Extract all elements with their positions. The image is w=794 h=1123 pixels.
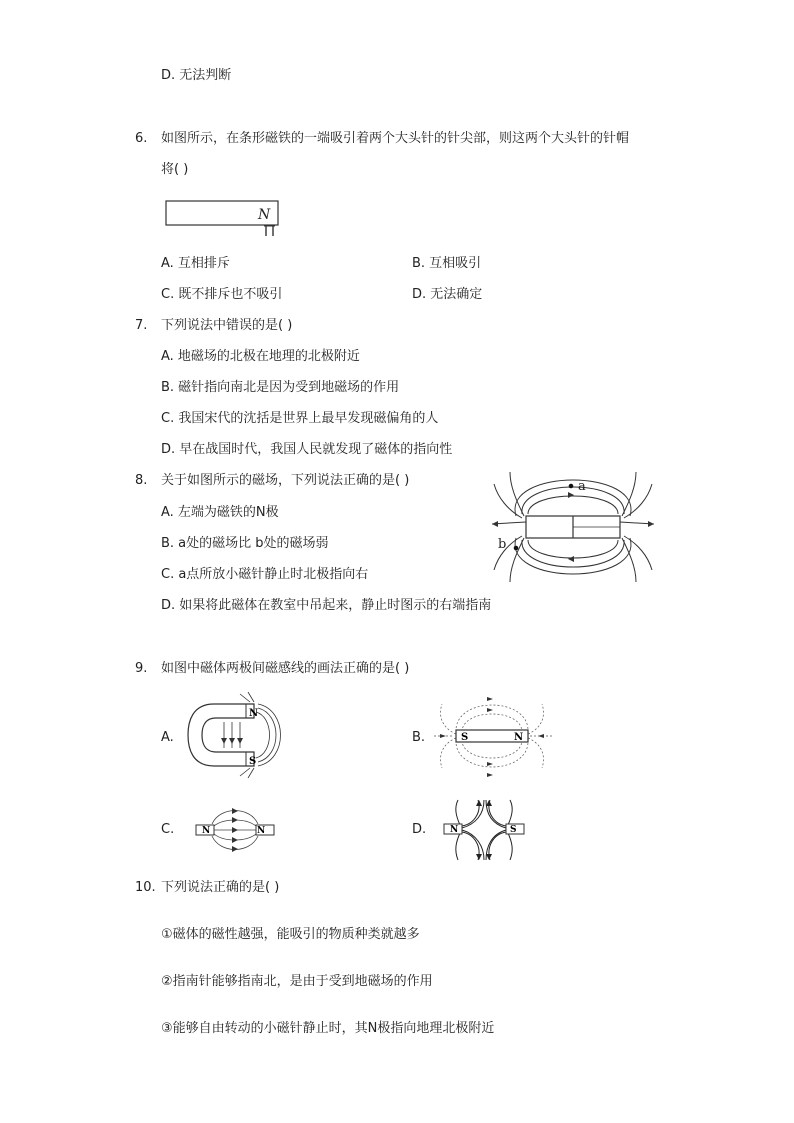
fig-b-n: N (514, 732, 524, 743)
q8-option-d: D. 如果将此磁体在教室中吊起来，静止时图示的右端指南 (161, 598, 492, 613)
q5-option-d: D. 无法判断 (161, 68, 232, 83)
fig-b-s: S (461, 732, 469, 743)
q7-option-d: D. 早在战国时代，我国人民就发现了磁体的指向性 (161, 442, 453, 457)
q9-figure-b-bar-magnet (432, 694, 556, 778)
fig-a-n: N (249, 708, 259, 719)
q9-figure-d-n-s (440, 798, 530, 862)
fig-c-n1: N (202, 826, 211, 836)
field-line (624, 536, 652, 570)
point-b (514, 546, 519, 551)
arrowhead (568, 556, 574, 562)
fig-d-s: S (510, 825, 517, 835)
q6-option-d: D. 无法确定 (412, 287, 483, 302)
magnet-n-label: N (258, 207, 271, 223)
field-line (494, 484, 522, 518)
q8-option-c: C. a点所放小磁针静止时北极指向右 (161, 567, 369, 582)
q6-stem-line1: 如图所示，在条形磁铁的一端吸引着两个大头针的针尖部，则这两个大头针的针帽 (161, 131, 630, 146)
q9-option-d-label: D. (412, 822, 427, 837)
field-line (515, 538, 631, 574)
arrowhead (492, 521, 498, 527)
q10-number: 10. (135, 880, 156, 895)
q6-stem-line2: 将( ) (161, 162, 189, 177)
q10-stem: 下列说法正确的是( ) (161, 880, 280, 895)
q7-stem: 下列说法中错误的是( ) (161, 318, 293, 333)
q6-option-b: B. 互相吸引 (412, 256, 482, 271)
q8-option-a: A. 左端为磁铁的N极 (161, 505, 279, 520)
field-line (522, 487, 624, 514)
q9-figure-c-two-north (194, 800, 278, 860)
field-line (528, 496, 618, 514)
q9-stem: 如图中磁体两极间磁感线的画法正确的是( ) (161, 661, 410, 676)
q9-option-c-label: C. (161, 822, 175, 837)
arrowhead (648, 521, 654, 527)
q8-magnetic-field-figure (488, 470, 658, 585)
q9-number: 9. (135, 661, 148, 676)
q7-number: 7. (135, 318, 148, 333)
q7-option-c: C. 我国宋代的沈括是世界上最早发现磁偏角的人 (161, 411, 439, 426)
field-line (624, 484, 652, 518)
point-a (569, 484, 574, 489)
q8-option-b: B. a处的磁场比 b处的磁场弱 (161, 536, 329, 551)
q9-figure-a-horseshoe (184, 692, 294, 778)
q9-option-a-label: A. (161, 730, 174, 745)
field-line (528, 540, 618, 558)
q8-number: 8. (135, 473, 148, 488)
q10-statement-2: ②指南针能够指南北，是由于受到地磁场的作用 (161, 974, 433, 989)
q6-number: 6. (135, 131, 148, 146)
q6-bar-magnet-figure (160, 196, 290, 240)
q7-option-a: A. 地磁场的北极在地理的北极附近 (161, 349, 360, 364)
q6-option-a: A. 互相排斥 (161, 256, 230, 271)
label-a: a (578, 479, 586, 494)
q8-stem: 关于如图所示的磁场，下列说法正确的是( ) (161, 473, 410, 488)
q9-option-b-label: B. (412, 730, 426, 745)
arrowhead (568, 492, 574, 498)
fig-d-n: N (450, 825, 459, 835)
label-b: b (498, 537, 507, 552)
fig-c-n2: N (257, 826, 266, 836)
fig-a-s: S (249, 756, 257, 767)
q10-statement-3: ③能够自由转动的小磁针静止时，其N极指向地理北极附近 (161, 1021, 495, 1036)
q6-option-c: C. 既不排斥也不吸引 (161, 287, 283, 302)
q10-statement-1: ①磁体的磁性越强，能吸引的物质种类就越多 (161, 927, 420, 942)
field-line (522, 540, 624, 567)
horseshoe-magnet (188, 704, 257, 767)
q7-option-b: B. 磁针指向南北是因为受到地磁场的作用 (161, 380, 400, 395)
